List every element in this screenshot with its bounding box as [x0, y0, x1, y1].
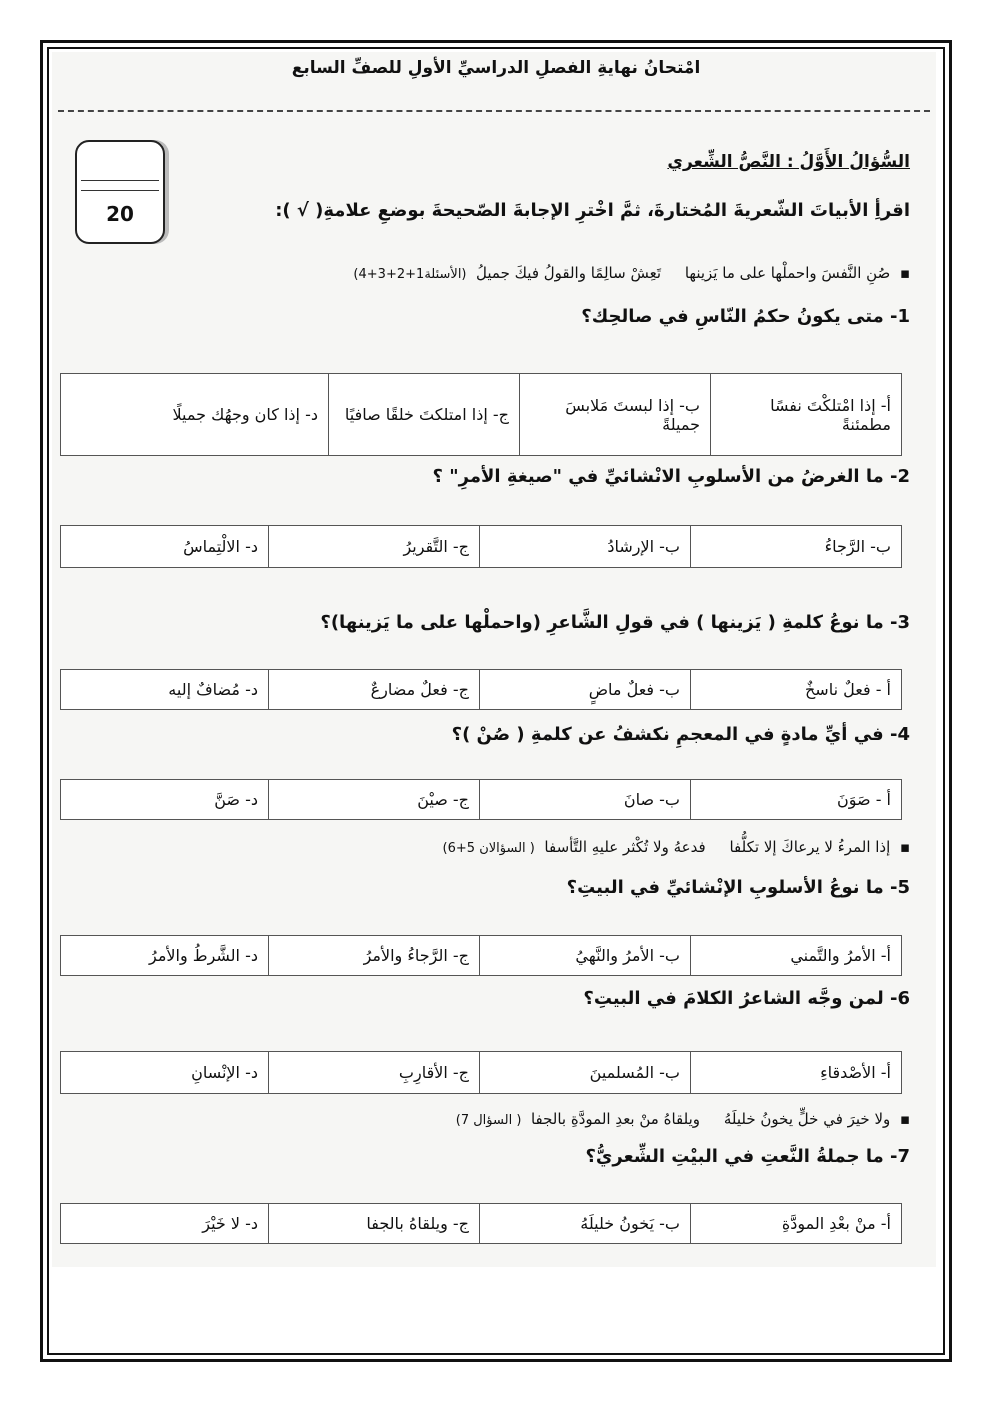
- option-q6-d[interactable]: د- الإنْسانِ: [61, 1052, 269, 1094]
- verse-1: ▪ صُنِ النَّفسَ واحملْها على ما يَزينها تَعِشْ سالِمًا والقولُ فيكَ جميلُ (الأسئلة1+2+3+4): [353, 264, 910, 282]
- verse-3: ▪ ولا خيرَ في خلٍّ يخونُ خليلَهُ ويلقاهُ منْ بعدِ المودَّةِ بالجفا ( السؤال 7): [455, 1110, 910, 1128]
- verse-2: ▪ إذا المرءُ لا يرعاكَ إلا تكلُّفا فدعهُ ولا تُكْثر عليهِ التَّأسفا ( السؤالان 5+6): [442, 838, 910, 856]
- option-q4-b[interactable]: ب- صانَ: [480, 780, 691, 820]
- option-q1-c[interactable]: ج- إذا امتلكتَ خلقًا صافيًا: [329, 374, 520, 456]
- option-q3-d[interactable]: د- مُضافٌ إليه: [61, 670, 269, 710]
- options-q6: [60, 1051, 902, 1094]
- section-title: السُّؤالُ الأَوَّلُ : النَّصُّ الشِّعري: [667, 152, 910, 172]
- option-q5-c[interactable]: ج- الرَّجاءُ والأمرُ: [269, 936, 480, 976]
- score-value: 20: [106, 202, 134, 226]
- instructions: اقرأِ الأبياتَ الشّعريةَ المُختارةَ، ثمَّ اخْترِ الإجابةَ الصّحيحةَ بوضعِ علامةِ( √ ):: [275, 200, 910, 221]
- option-q1-d[interactable]: د- إذا كان وجهُك جميلًا: [61, 374, 329, 456]
- option-q7-c[interactable]: ج- ويلقاهُ بالجفا: [269, 1204, 480, 1244]
- options-q1: [60, 373, 902, 456]
- option-q4-d[interactable]: د- صَنَّ: [61, 780, 269, 820]
- question-3: 3- ما نوعُ كلمةِ ( يَزينها ) في قولِ الشَّاعرِ (واحملْها على ما يَزينها)؟: [320, 612, 910, 633]
- option-q5-d[interactable]: د- الشَّرطُ والأمرُ: [61, 936, 269, 976]
- dashed-divider: [58, 110, 930, 112]
- option-q5-b[interactable]: ب- الأمرُ والنَّهيُ: [480, 936, 691, 976]
- score-box: [75, 140, 165, 244]
- exam-title: امْتحانُ نهايةِ الفصلِ الدراسيِّ الأولِ للصفِّ السابع: [291, 58, 701, 78]
- option-q2-c[interactable]: ج- التَّقريرُ: [269, 526, 480, 568]
- question-1: 1- متى يكونُ حكمُ النّاسِ في صالحِك؟: [581, 306, 910, 327]
- option-q2-b[interactable]: ب- الإرشادُ: [480, 526, 691, 568]
- options-q4: [60, 779, 902, 820]
- option-q1-a[interactable]: أ- إذا امْتلكْتَ نفسًا مطمئنةً: [711, 374, 902, 456]
- option-q1-b[interactable]: ب- إذا لبستَ مَلابسَ جميلةً: [520, 374, 711, 456]
- option-q4-c[interactable]: ج- صيْنَ: [269, 780, 480, 820]
- options-q7: [60, 1203, 902, 1244]
- option-q5-a[interactable]: أ- الأمرُ والتَّمني: [691, 936, 902, 976]
- option-q6-a[interactable]: أ- الأصْدقاءِ: [691, 1052, 902, 1094]
- question-6: 6- لمن وجَّه الشاعرُ الكلامَ في البيتِ؟: [583, 988, 910, 1009]
- question-5: 5- ما نوعُ الأسلوبِ الإنْشائيِّ في البيتِ؟: [566, 877, 910, 898]
- option-q7-b[interactable]: ب- يَخونُ خليلَهُ: [480, 1204, 691, 1244]
- option-q6-b[interactable]: ب- المُسلمينَ: [480, 1052, 691, 1094]
- option-q7-d[interactable]: د- لا خَيْرَ: [61, 1204, 269, 1244]
- question-7: 7- ما جملةُ النَّعتِ في البيْتِ الشِّعريُّ؟: [585, 1146, 910, 1167]
- option-q2-d[interactable]: د- الالْتِماسُ: [61, 526, 269, 568]
- option-q3-b[interactable]: ب- فعلٌ ماضٍ: [480, 670, 691, 710]
- option-q6-c[interactable]: ج- الأقارِبِ: [269, 1052, 480, 1094]
- options-q3: [60, 669, 902, 710]
- question-2: 2- ما الغرضُ من الأسلوبِ الانْشائيِّ في "صيغةِ الأمرِ" ؟: [432, 466, 910, 487]
- options-q2: [60, 525, 902, 568]
- option-q3-a[interactable]: أ - فعلٌ ناسخٌ: [691, 670, 902, 710]
- option-q7-a[interactable]: أ- منْ بعْدِ المودَّةِ: [691, 1204, 902, 1244]
- option-q3-c[interactable]: ج- فعلٌ مضارعٌ: [269, 670, 480, 710]
- option-q4-a[interactable]: أ - صَوَنَ: [691, 780, 902, 820]
- question-4: 4- في أيِّ مادةٍ في المعجمِ نكشفُ عن كلمةِ ( صُنْ )؟: [451, 724, 910, 745]
- options-q5: [60, 935, 902, 976]
- option-q2-a[interactable]: ب- الرَّجاءُ: [691, 526, 902, 568]
